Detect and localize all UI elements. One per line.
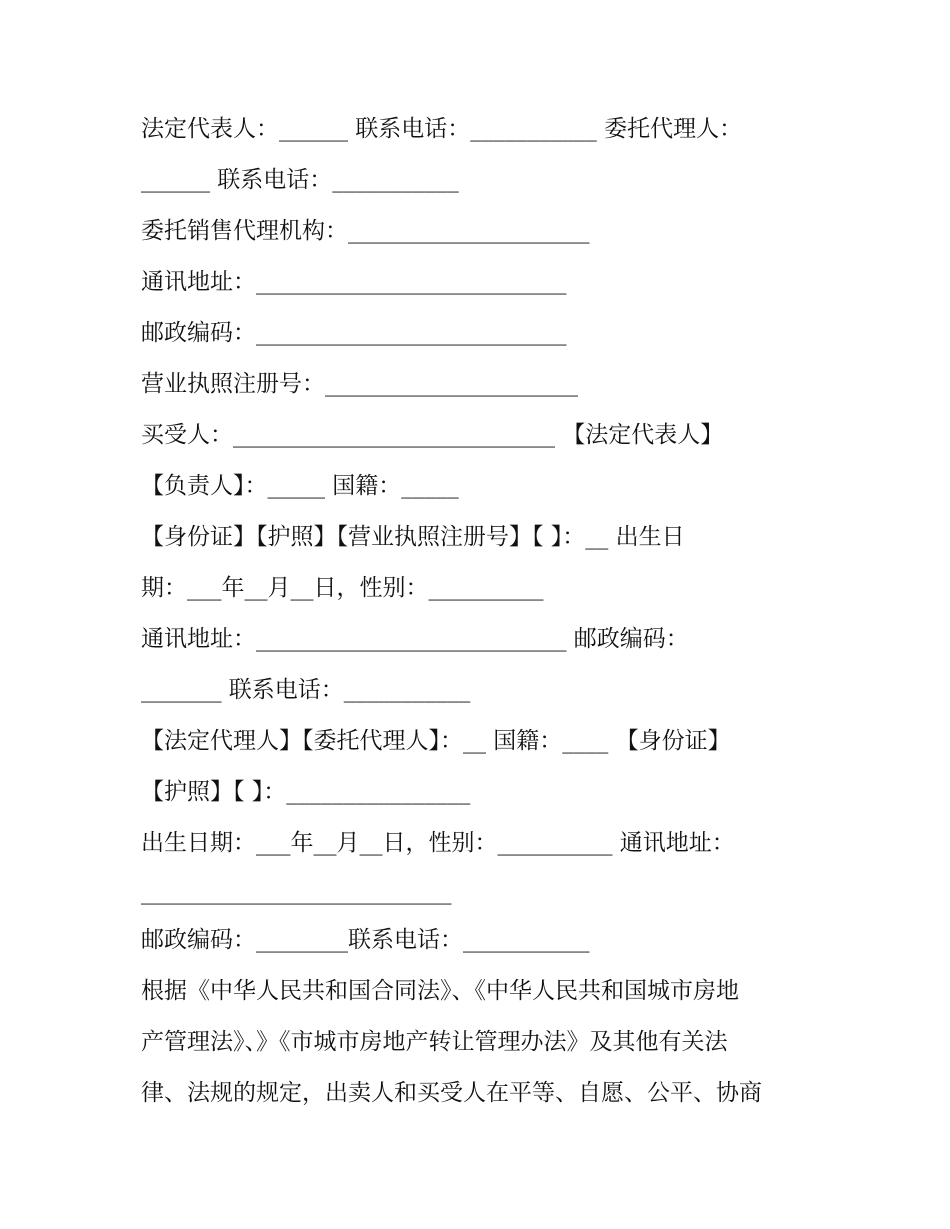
preamble-line-1: 根据《中华人民共和国合同法》、《中华人民共和国城市房地 (141, 978, 739, 1004)
seller-contact-line: ______ 联系电话：___________ (141, 167, 459, 193)
agent-birth-line: 出生日期：___年__月__日，性别：__________ 通讯地址： (141, 830, 735, 856)
sales-agency-line: 委托销售代理机构：_____________________ (141, 218, 590, 244)
agent-line: 【法定代理人】【委托代理人】：__ 国籍：____ 【身份证】 (141, 728, 731, 754)
agent-address-line: ___________________________ (141, 879, 452, 905)
contract-page (141, 104, 821, 1119)
buyer-contact-line: _______ 联系电话：___________ (141, 677, 471, 703)
preamble-line-2: 产管理法》、》《市城市房地产转让管理办法》及其他有关法 (141, 1029, 728, 1055)
seller-address-line: 通讯地址：___________________________ (141, 269, 567, 295)
agent-postcode-line: 邮政编码：________联系电话：___________ (141, 927, 590, 953)
seller-postcode-line: 邮政编码：___________________________ (141, 320, 567, 346)
buyer-line: 买受人：____________________________ 【法定代表人】 (141, 422, 724, 448)
buyer-responsible-line: 【负责人】：_____ 国籍：_____ (141, 473, 459, 499)
preamble-line-3: 律、法规的规定，出卖人和买受人在平等、自愿、公平、协商 (141, 1080, 762, 1106)
buyer-birth-line: 期：___年__月__日，性别：__________ (141, 575, 544, 601)
buyer-id-line: 【身份证】【护照】【营业执照注册号】【 】：__ 出生日 (141, 524, 685, 550)
buyer-address-line: 通讯地址：___________________________ 邮政编码： (141, 626, 689, 652)
business-license-line: 营业执照注册号：______________________ (141, 371, 578, 397)
seller-legal-rep-line: 法定代表人：______ 联系电话：___________ 委托代理人： (141, 116, 743, 142)
agent-id-line: 【护照】【 】：________________ (141, 779, 471, 805)
